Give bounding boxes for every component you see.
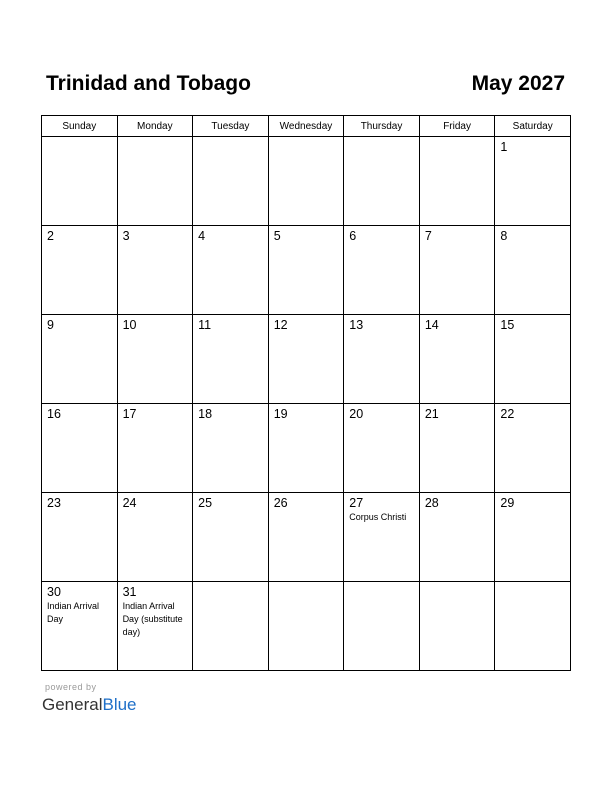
month-year-title: May 2027 — [471, 72, 565, 95]
day-cell — [344, 493, 420, 582]
day-cell — [344, 404, 420, 493]
day-number: 1 — [500, 140, 508, 154]
empty-day-cell — [193, 582, 269, 671]
empty-day-cell — [268, 137, 344, 226]
day-cell — [268, 404, 344, 493]
empty-day-cell — [344, 582, 420, 671]
day-number: 21 — [424, 407, 439, 421]
brand-name-general: General — [42, 695, 103, 714]
weekday-header-row — [42, 116, 571, 137]
day-number: 23 — [47, 496, 61, 510]
powered-by-text: powered by — [45, 682, 97, 692]
day-number: 8 — [500, 229, 508, 243]
day-cell — [495, 493, 571, 582]
week-row — [42, 315, 571, 404]
day-number: 13 — [349, 318, 364, 332]
day-number: 3 — [122, 229, 130, 243]
weekday-saturday: Saturday — [495, 116, 571, 137]
day-cell — [268, 315, 344, 404]
brand-logo — [42, 694, 137, 716]
day-number: 28 — [424, 496, 439, 510]
day-cell — [495, 404, 571, 493]
empty-day-cell — [344, 137, 420, 226]
week-row — [42, 226, 571, 315]
country-title: Trinidad and Tobago — [46, 72, 251, 95]
calendar-grid — [41, 115, 571, 671]
day-number: 4 — [198, 229, 206, 243]
holiday-label: Indian Arrival Day (substitute day) — [122, 601, 183, 637]
day-cell — [268, 493, 344, 582]
day-cell — [193, 226, 269, 315]
day-cell — [344, 226, 420, 315]
day-cell — [117, 315, 193, 404]
day-number: 17 — [122, 407, 137, 421]
day-cell — [117, 404, 193, 493]
day-number: 10 — [122, 318, 137, 332]
day-number: 7 — [424, 229, 432, 243]
day-cell — [495, 137, 571, 226]
day-number: 15 — [500, 318, 515, 332]
calendar-body — [42, 137, 571, 671]
day-cell — [268, 226, 344, 315]
day-cell — [419, 404, 495, 493]
brand-name-blue: Blue — [102, 695, 137, 714]
day-number: 25 — [198, 496, 213, 510]
day-cell — [117, 226, 193, 315]
day-cell — [419, 493, 495, 582]
day-number: 11 — [198, 318, 212, 332]
weekday-sunday: Sunday — [42, 116, 118, 137]
day-cell — [117, 582, 193, 671]
day-number: 14 — [424, 318, 439, 332]
day-number: 20 — [349, 407, 364, 421]
day-cell — [495, 315, 571, 404]
day-number: 30 — [47, 585, 61, 599]
weekday-friday: Friday — [419, 116, 495, 137]
day-number: 31 — [122, 585, 137, 599]
week-row — [42, 137, 571, 226]
day-cell — [419, 226, 495, 315]
empty-day-cell — [419, 137, 495, 226]
empty-day-cell — [268, 582, 344, 671]
day-number: 16 — [47, 407, 61, 421]
footer-logo — [42, 681, 137, 716]
day-number: 9 — [47, 318, 54, 332]
day-cell — [42, 315, 118, 404]
holiday-label: Corpus Christi — [349, 512, 407, 522]
day-cell — [419, 315, 495, 404]
day-number: 6 — [349, 229, 357, 243]
day-number: 19 — [273, 407, 288, 421]
day-cell — [193, 493, 269, 582]
empty-day-cell — [419, 582, 495, 671]
day-cell — [193, 315, 269, 404]
day-cell — [344, 315, 420, 404]
day-number: 2 — [47, 229, 54, 243]
day-number: 22 — [500, 407, 515, 421]
day-number: 5 — [273, 229, 281, 243]
day-number: 27 — [349, 496, 364, 510]
day-cell — [42, 493, 118, 582]
week-row — [42, 404, 571, 493]
day-cell — [42, 226, 118, 315]
weekday-tuesday: Tuesday — [193, 116, 269, 137]
weekday-monday: Monday — [117, 116, 193, 137]
day-cell — [117, 493, 193, 582]
day-number: 24 — [122, 496, 137, 510]
day-number: 12 — [273, 318, 288, 332]
weekday-thursday: Thursday — [344, 116, 420, 137]
empty-day-cell — [495, 582, 571, 671]
day-number: 18 — [198, 407, 213, 421]
day-cell — [42, 582, 118, 671]
empty-day-cell — [117, 137, 193, 226]
day-number: 29 — [500, 496, 515, 510]
day-cell — [42, 404, 118, 493]
day-cell — [495, 226, 571, 315]
weekday-wednesday: Wednesday — [268, 116, 344, 137]
day-cell — [193, 404, 269, 493]
week-row — [42, 582, 571, 671]
empty-day-cell — [193, 137, 269, 226]
week-row — [42, 493, 571, 582]
empty-day-cell — [42, 137, 118, 226]
day-number: 26 — [273, 496, 288, 510]
holiday-label: Indian Arrival Day — [47, 601, 100, 624]
